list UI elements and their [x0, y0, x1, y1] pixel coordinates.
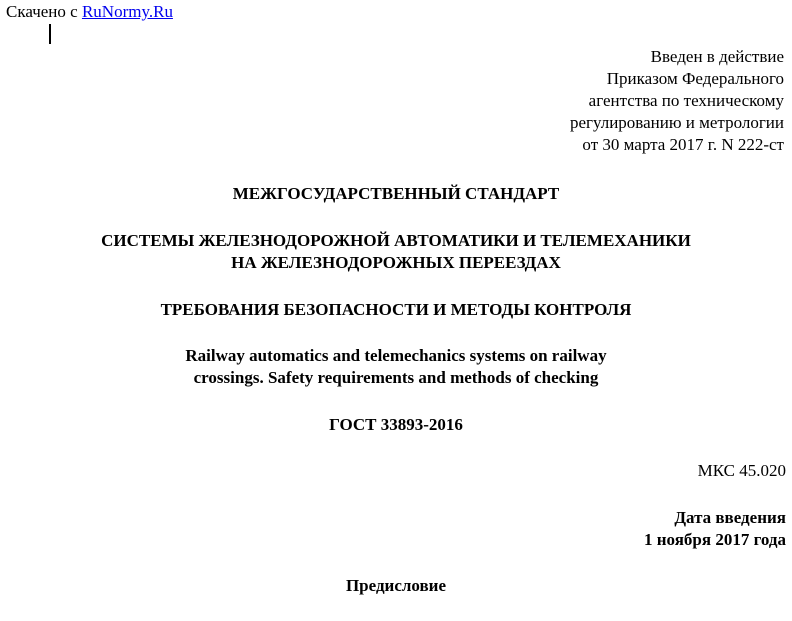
- enactment-note: [384, 46, 784, 156]
- enactment-line: агентства по техническому: [588, 91, 784, 110]
- standard-type: МЕЖГОСУДАРСТВЕННЫЙ СТАНДАРТ: [232, 184, 560, 203]
- enactment-line: Приказом Федерального: [606, 69, 784, 88]
- effective-date-label: Дата введения: [674, 508, 786, 527]
- gost-number: ГОСТ 33893-2016: [329, 415, 463, 434]
- enactment-line: Введен в действие: [650, 47, 784, 66]
- runormy-link[interactable]: RuNormy.Ru: [81, 2, 173, 21]
- source-line: [6, 1, 173, 23]
- title-en-line: crossings. Safety requirements and methods of checking: [193, 368, 599, 387]
- title-ru-line: СИСТЕМЫ ЖЕЛЕЗНОДОРОЖНОЙ АВТОМАТИКИ И ТЕЛЕМЕХАНИКИ: [101, 231, 691, 250]
- text-cursor: [49, 24, 51, 44]
- enactment-line: регулированию и метрологии: [569, 113, 784, 132]
- title-en: [0, 345, 792, 389]
- title-en-line: Railway automatics and telemechanics systems on railway: [185, 346, 607, 365]
- enactment-line: от 30 марта 2017 г. N 222-ст: [582, 135, 784, 154]
- title-ru-line: НА ЖЕЛЕЗНОДОРОЖНЫХ ПЕРЕЕЗДАХ: [231, 253, 561, 272]
- subtitle-ru: ТРЕБОВАНИЯ БЕЗОПАСНОСТИ И МЕТОДЫ КОНТРОЛЯ: [160, 300, 632, 319]
- effective-date-value: 1 ноября 2017 года: [644, 530, 786, 549]
- source-prefix: Скачено с: [6, 2, 82, 21]
- section-heading: Предисловие: [345, 576, 447, 595]
- title-ru: [0, 230, 792, 274]
- mks-code: МКС 45.020: [697, 461, 786, 480]
